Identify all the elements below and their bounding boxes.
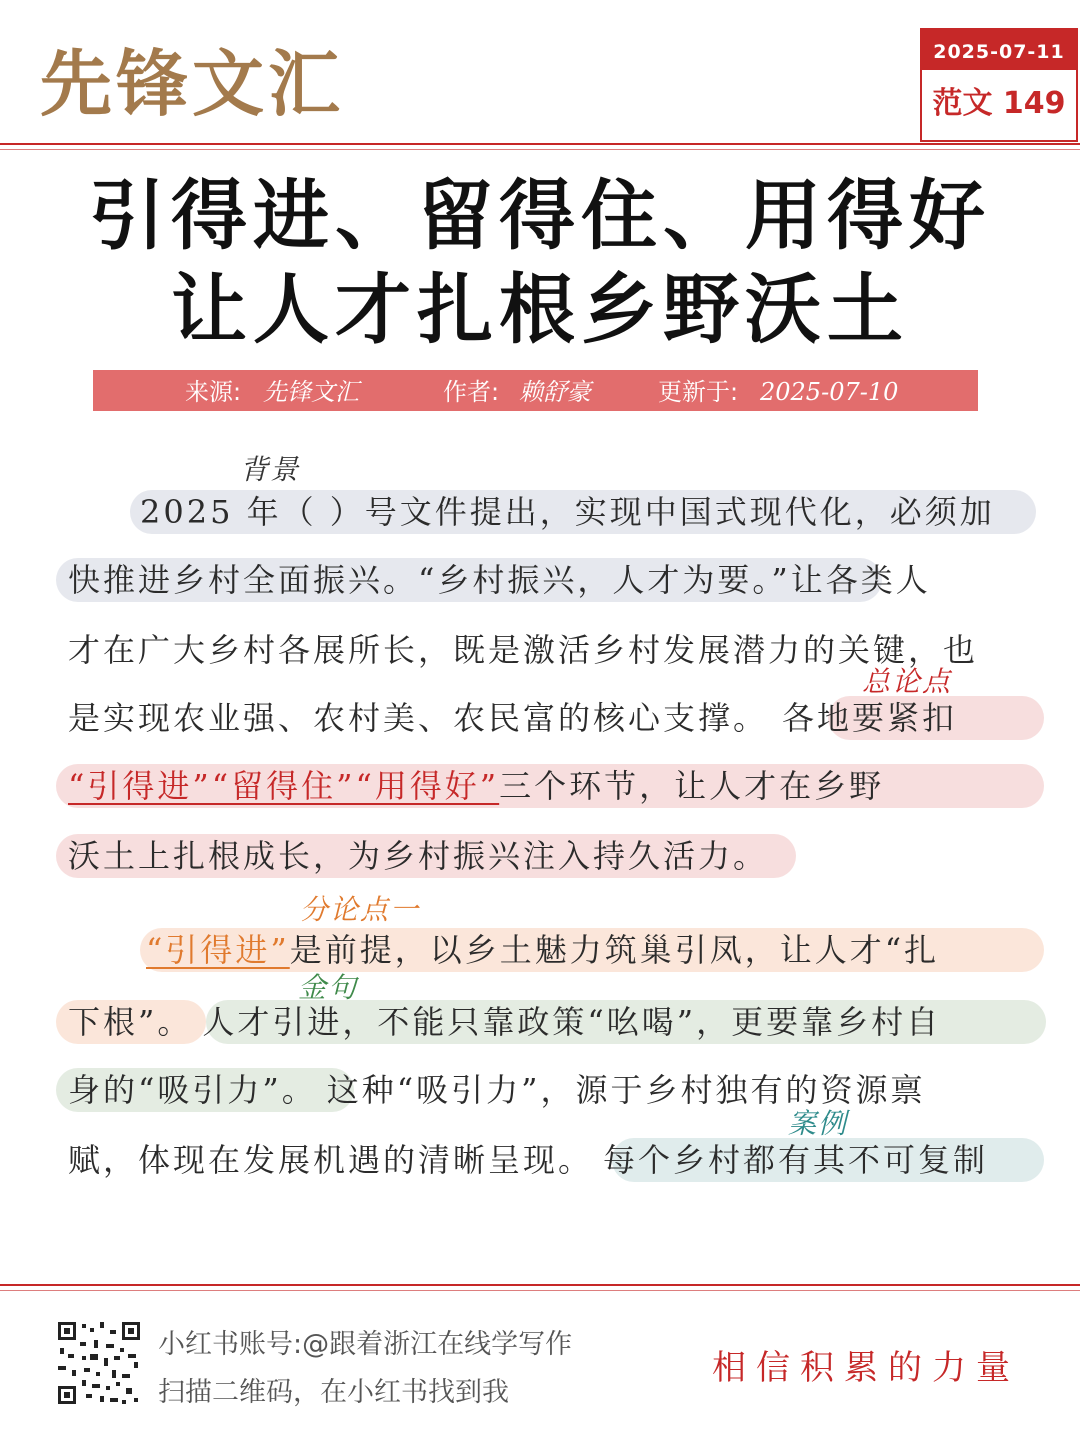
- body-text: 沃土上扎根成长，为乡村振兴注入持久活力。: [68, 837, 769, 875]
- author-value: 赖舒豪: [519, 378, 591, 406]
- xiaohongshu-account: 小红书账号:@跟着浙江在线学写作: [158, 1329, 573, 1360]
- updated-value: 2025-07-10: [760, 378, 899, 406]
- title-line-1: 引得进、留得住、用得好: [89, 171, 991, 260]
- note-background: 背景: [240, 453, 301, 486]
- qr-code-icon[interactable]: [56, 1320, 142, 1406]
- body-line-3: [68, 628, 1030, 672]
- updated-label: 更新于:: [658, 378, 739, 406]
- body-line-4: [68, 696, 1030, 740]
- body-text: 三个环节，让人才在乡野: [499, 767, 885, 805]
- slogan: 相信积累的力量: [712, 1348, 1020, 1388]
- title-line-2: 让人才扎根乡野沃土: [171, 265, 909, 354]
- key-phrase: “引得进”“留得住”“用得好”: [68, 767, 500, 805]
- header-rule-thin: [0, 149, 1080, 150]
- author-label: 作者:: [443, 378, 500, 406]
- footer-rule-thin: [0, 1290, 1080, 1291]
- body-text: 2025 年（ ）号文件提出，实现中国式现代化，必须加: [140, 493, 995, 531]
- source-label: 来源:: [185, 378, 242, 406]
- badge-number: 范文 149: [932, 86, 1066, 121]
- meta-bar: [93, 370, 978, 411]
- body-line-7: [146, 928, 1080, 972]
- body-text: 每个乡村都有其不可复制: [603, 1141, 989, 1179]
- body-line-5: [68, 764, 1030, 808]
- body-line-8: [68, 1000, 1030, 1044]
- issue-badge: [920, 28, 1078, 142]
- sub-point-phrase: “引得进”: [146, 931, 290, 969]
- note-sub-point-one: 分论点一: [300, 893, 421, 926]
- body-text: 身的“吸引力”。: [68, 1071, 317, 1109]
- body-line-1: [140, 490, 1080, 534]
- body-text: 赋，体现在发展机遇的清晰呈现。: [68, 1141, 594, 1179]
- body-text: 人才引进，不能只靠政策“吆喝”，更要靠乡村自: [202, 1003, 942, 1041]
- body-line-2: [68, 558, 1030, 602]
- body-text: 才在广大乡村各展所长，既是激活乡村发展潜力的关键，也: [68, 631, 979, 669]
- body-text: 这种“吸引力”，源于乡村独有的资源禀: [326, 1071, 926, 1109]
- brand-logo: 先锋文汇: [40, 42, 345, 126]
- header-rule: [0, 143, 1080, 145]
- note-golden-sentence: 金句: [298, 971, 359, 1004]
- badge-date: 2025-07-11: [922, 30, 1076, 70]
- body-text: 是前提，以乡土魅力筑巢引凤，让人才“扎: [289, 931, 940, 969]
- body-text: 是实现农业强、农村美、农民富的核心支撑。: [68, 699, 769, 737]
- body-line-9: [68, 1068, 1030, 1112]
- body-line-6: [68, 834, 1030, 878]
- note-case: 案例: [788, 1107, 849, 1140]
- body-text: 快推进乡村全面振兴。“乡村振兴，人才为要。”: [68, 561, 791, 599]
- footer-rule: [0, 1284, 1080, 1286]
- body-line-10: [68, 1138, 1030, 1182]
- body-text: 下根”。: [68, 1003, 193, 1041]
- body-text: 各地要紧扣: [782, 699, 958, 737]
- body-text: 让各类人: [790, 561, 931, 599]
- note-main-point: 总论点: [862, 665, 953, 698]
- scan-qr-hint: 扫描二维码，在小红书找到我: [158, 1377, 509, 1408]
- source-value: 先锋文汇: [263, 378, 359, 406]
